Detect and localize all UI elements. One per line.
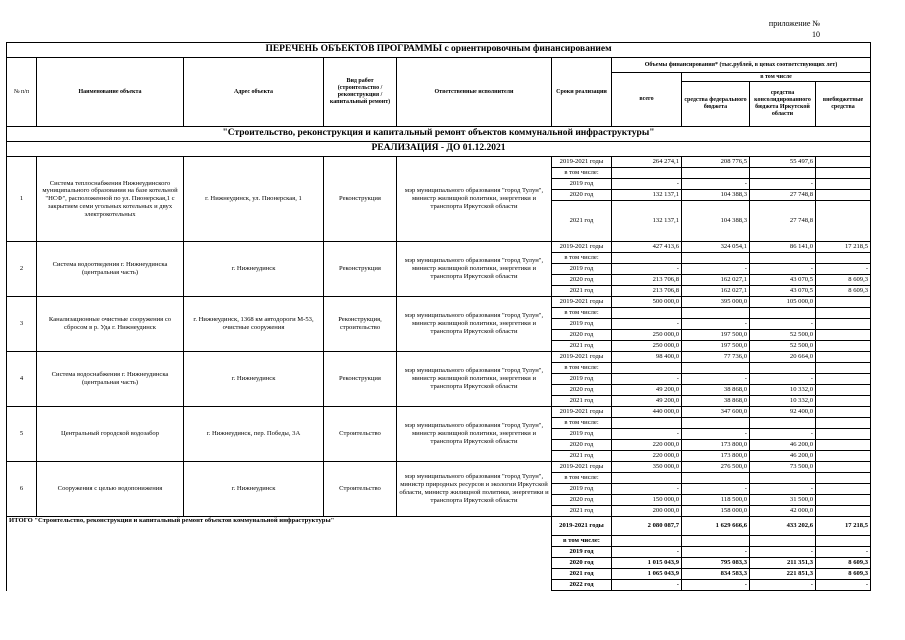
federal-cell: 197 500,0 <box>682 330 750 341</box>
period-cell: в том числе: <box>552 253 612 264</box>
period-cell: 2021 год <box>552 396 612 407</box>
object-name: Система теплоснабжения Нижнеудинского муниципального образования на базе котельной "НСФ", расположенной по ул. Пионерская,1 с закрытием семи угольных котельных и двух электрокотельных <box>37 157 184 242</box>
table-row <box>7 297 871 308</box>
total-cell: 213 706,8 <box>612 286 682 297</box>
period-cell: 2019 год <box>552 264 612 275</box>
total-cell <box>612 418 682 429</box>
federal-cell: 38 868,0 <box>682 396 750 407</box>
regional-cell: - <box>750 580 816 591</box>
regional-cell: - <box>750 179 816 190</box>
object-responsible: мэр муниципального образования "город Тулун", министр жилищной политики, энергетики и транспорта Иркутской области <box>397 407 552 462</box>
regional-cell <box>750 536 816 547</box>
period-cell: в том числе: <box>552 363 612 374</box>
total-cell: 1 065 043,9 <box>612 569 682 580</box>
total-cell: 250 000,0 <box>612 341 682 352</box>
total-cell <box>612 536 682 547</box>
regional-cell: 46 200,0 <box>750 440 816 451</box>
extra-cell <box>816 190 871 201</box>
regional-cell: 42 000,0 <box>750 506 816 517</box>
extra-cell <box>816 418 871 429</box>
extra-cell <box>816 341 871 352</box>
table-row <box>7 462 871 473</box>
total-cell: 500 000,0 <box>612 297 682 308</box>
total-cell: 220 000,0 <box>612 440 682 451</box>
period-cell: в том числе: <box>552 168 612 179</box>
regional-cell: 52 500,0 <box>750 330 816 341</box>
total-cell: 150 000,0 <box>612 495 682 506</box>
period-cell: в том числе: <box>552 473 612 484</box>
col-header-funding: Объемы финансирования* (тыс.рублей, в ценах соответствующих лет) <box>612 58 871 73</box>
extra-cell <box>816 536 871 547</box>
object-num: 6 <box>7 462 37 517</box>
period-cell: в том числе: <box>552 418 612 429</box>
federal-cell <box>682 473 750 484</box>
total-cell: 1 015 043,9 <box>612 558 682 569</box>
total-cell: 427 413,6 <box>612 242 682 253</box>
appendix-note <box>769 18 820 40</box>
extra-cell <box>816 429 871 440</box>
table-row <box>7 157 871 168</box>
object-name: Система водоотведения г. Нижнеудинска (центральная часть) <box>37 242 184 297</box>
object-address: г. Нижнеудинск, пер. Победы, 3А <box>184 407 324 462</box>
col-header-num: № п/п <box>7 58 37 127</box>
period-cell: 2019-2021 годы <box>552 157 612 168</box>
regional-cell: - <box>750 374 816 385</box>
period-cell: 2021 год <box>552 506 612 517</box>
object-name: Сооружения с целью водопонижения <box>37 462 184 517</box>
federal-cell: 162 027,1 <box>682 275 750 286</box>
extra-cell: 8 609,3 <box>816 286 871 297</box>
total-cell <box>612 473 682 484</box>
extra-cell <box>816 407 871 418</box>
object-num: 1 <box>7 157 37 242</box>
federal-cell: - <box>682 264 750 275</box>
col-header-including: в том числе <box>682 73 871 82</box>
appendix-label: приложение № <box>768 19 820 28</box>
period-cell: 2021 год <box>552 341 612 352</box>
object-work: Строительство <box>324 407 397 462</box>
object-responsible: мэр муниципального образования "город Тулун", министр жилищной политики, энергетики и транспорта Иркутской области <box>397 157 552 242</box>
total-cell: 200 000,0 <box>612 506 682 517</box>
extra-cell <box>816 374 871 385</box>
federal-cell: 162 027,1 <box>682 286 750 297</box>
table-title: ПЕРЕЧЕНЬ ОБЪЕКТОВ ПРОГРАММЫ с ориентировочным финансированием <box>7 43 871 58</box>
total-cell: 350 000,0 <box>612 462 682 473</box>
regional-cell: - <box>750 264 816 275</box>
extra-cell <box>816 385 871 396</box>
period-cell: в том числе: <box>552 536 612 547</box>
regional-cell: 86 141,0 <box>750 242 816 253</box>
federal-cell: 324 054,1 <box>682 242 750 253</box>
col-header-period: Сроки реализации <box>552 58 612 127</box>
appendix-number: 10 <box>812 30 820 39</box>
extra-cell: - <box>816 580 871 591</box>
period-cell: 2020 год <box>552 275 612 286</box>
regional-cell: 10 332,0 <box>750 385 816 396</box>
period-cell: 2019-2021 годы <box>552 352 612 363</box>
federal-cell: 38 868,0 <box>682 385 750 396</box>
regional-cell: - <box>750 429 816 440</box>
regional-cell: - <box>750 547 816 558</box>
object-address: г. Нижнеудинск, ул. Пионерская, 1 <box>184 157 324 242</box>
period-cell: 2020 год <box>552 440 612 451</box>
extra-cell: - <box>816 547 871 558</box>
period-cell: 2019 год <box>552 429 612 440</box>
total-cell: - <box>612 484 682 495</box>
regional-cell: 55 497,6 <box>750 157 816 168</box>
object-num: 3 <box>7 297 37 352</box>
object-work: Реконструкция, строительство <box>324 297 397 352</box>
extra-cell <box>816 157 871 168</box>
regional-cell <box>750 473 816 484</box>
extra-cell: 8 609,3 <box>816 569 871 580</box>
federal-cell: 1 629 666,6 <box>682 517 750 536</box>
total-cell: - <box>612 319 682 330</box>
col-header-work: Вид работ (строительство /реконструкция /капитальный ремонт) <box>324 58 397 127</box>
period-cell: 2019 год <box>552 374 612 385</box>
federal-cell: 834 583,3 <box>682 569 750 580</box>
total-cell <box>612 168 682 179</box>
federal-cell: - <box>682 484 750 495</box>
period-cell: 2019 год <box>552 547 612 558</box>
total-cell: 49 200,0 <box>612 396 682 407</box>
period-cell: 2019 год <box>552 484 612 495</box>
total-cell: 2 080 087,7 <box>612 517 682 536</box>
table-row <box>7 242 871 253</box>
col-header-total: всего <box>612 73 682 127</box>
federal-cell: 347 600,0 <box>682 407 750 418</box>
period-cell: 2019-2021 годы <box>552 242 612 253</box>
federal-cell: - <box>682 179 750 190</box>
object-work: Строительство <box>324 462 397 517</box>
object-address: г. Нижнеудинск <box>184 462 324 517</box>
col-header-address: Адрес объекта <box>184 58 324 127</box>
section-title: "Строительство, реконструкция и капитальный ремонт объектов коммунальной инфраструктуры" <box>7 127 871 142</box>
object-responsible: мэр муниципального образования "город Тулун", министр жилищной политики, энергетики и транспорта Иркутской области <box>397 242 552 297</box>
extra-cell <box>816 352 871 363</box>
extra-cell <box>816 495 871 506</box>
period-cell: 2020 год <box>552 385 612 396</box>
period-cell: 2022 год <box>552 580 612 591</box>
federal-cell: 795 083,3 <box>682 558 750 569</box>
table-row <box>7 352 871 363</box>
regional-cell <box>750 363 816 374</box>
total-cell: 132 137,1 <box>612 201 682 242</box>
total-cell: 213 706,8 <box>612 275 682 286</box>
regional-cell: 46 200,0 <box>750 451 816 462</box>
regional-cell: 20 664,0 <box>750 352 816 363</box>
federal-cell: - <box>682 580 750 591</box>
extra-cell <box>816 484 871 495</box>
object-responsible: мэр муниципального образования "город Тулун", министр природных ресурсов и экологии Иркутской области, министр жилищной политики, энергетики и транспорта Иркутской области <box>397 462 552 517</box>
col-header-federal: средства федерального бюджета <box>682 82 750 127</box>
total-cell <box>612 363 682 374</box>
federal-cell: 104 388,3 <box>682 190 750 201</box>
extra-cell <box>816 330 871 341</box>
federal-cell: 276 500,0 <box>682 462 750 473</box>
period-cell: 2021 год <box>552 451 612 462</box>
extra-cell: 17 218,5 <box>816 242 871 253</box>
extra-cell <box>816 363 871 374</box>
total-cell: 49 200,0 <box>612 385 682 396</box>
col-header-resp: Ответственные исполнители <box>397 58 552 127</box>
total-cell: 98 400,0 <box>612 352 682 363</box>
total-cell <box>612 253 682 264</box>
total-cell <box>612 308 682 319</box>
period-cell: 2019 год <box>552 319 612 330</box>
federal-cell: 395 000,0 <box>682 297 750 308</box>
extra-cell <box>816 396 871 407</box>
object-name: Канализационные очистные сооружения со сбросом в р. Уда г. Нижнеудинск <box>37 297 184 352</box>
object-responsible: мэр муниципального образования "город Тулун", министр жилищной политики, энергетики и транспорта Иркутской области <box>397 297 552 352</box>
object-name: Центральный городской водозабор <box>37 407 184 462</box>
period-cell: 2021 год <box>552 201 612 242</box>
total-cell: 264 274,1 <box>612 157 682 168</box>
period-cell: 2019-2021 годы <box>552 297 612 308</box>
extra-cell: 8 609,3 <box>816 275 871 286</box>
extra-cell <box>816 473 871 484</box>
federal-cell <box>682 536 750 547</box>
object-address: г. Нижнеудинск, 1368 км автодороги М-53, очистные сооружения <box>184 297 324 352</box>
regional-cell: 92 400,0 <box>750 407 816 418</box>
federal-cell <box>682 308 750 319</box>
total-row <box>7 517 871 536</box>
total-cell: 440 000,0 <box>612 407 682 418</box>
regional-cell: 27 748,8 <box>750 190 816 201</box>
object-address: г. Нижнеудинск <box>184 352 324 407</box>
period-cell: 2021 год <box>552 569 612 580</box>
object-responsible: мэр муниципального образования "город Тулун", министр жилищной политики, энергетики и транспорта Иркутской области <box>397 352 552 407</box>
period-cell: 2020 год <box>552 330 612 341</box>
extra-cell <box>816 506 871 517</box>
period-cell: 2019-2021 годы <box>552 462 612 473</box>
federal-cell: 173 800,0 <box>682 440 750 451</box>
total-cell: - <box>612 429 682 440</box>
total-cell: - <box>612 264 682 275</box>
federal-cell: - <box>682 319 750 330</box>
regional-cell: - <box>750 319 816 330</box>
regional-cell: 43 070,5 <box>750 275 816 286</box>
regional-cell <box>750 418 816 429</box>
regional-cell: 105 000,0 <box>750 297 816 308</box>
extra-cell: 17 218,5 <box>816 517 871 536</box>
extra-cell <box>816 319 871 330</box>
federal-cell: - <box>682 547 750 558</box>
total-cell: 132 137,1 <box>612 190 682 201</box>
regional-cell: 52 500,0 <box>750 341 816 352</box>
total-label: ИТОГО "Строительство, реконструкция и капитальный ремонт объектов коммунальной инфраструктуры" <box>7 517 552 591</box>
extra-cell: 8 609,3 <box>816 558 871 569</box>
period-cell: 2021 год <box>552 286 612 297</box>
extra-cell <box>816 297 871 308</box>
total-cell: - <box>612 179 682 190</box>
federal-cell: 208 776,5 <box>682 157 750 168</box>
regional-cell: 27 748,8 <box>750 201 816 242</box>
object-name: Система водоснабжения г. Нижнеудинска (центральная часть) <box>37 352 184 407</box>
federal-cell <box>682 363 750 374</box>
total-cell: 250 000,0 <box>612 330 682 341</box>
extra-cell <box>816 462 871 473</box>
object-num: 4 <box>7 352 37 407</box>
period-cell: 2020 год <box>552 190 612 201</box>
period-cell: 2020 год <box>552 495 612 506</box>
regional-cell: 221 851,3 <box>750 569 816 580</box>
object-address: г. Нижнеудинск <box>184 242 324 297</box>
regional-cell <box>750 168 816 179</box>
federal-cell: 104 388,3 <box>682 201 750 242</box>
object-work: Реконструкция <box>324 352 397 407</box>
federal-cell: 158 000,0 <box>682 506 750 517</box>
subsection-title: РЕАЛИЗАЦИЯ - ДО 01.12.2021 <box>7 142 871 157</box>
object-num: 5 <box>7 407 37 462</box>
total-cell: - <box>612 374 682 385</box>
object-num: 2 <box>7 242 37 297</box>
period-cell: 2019-2021 годы <box>552 407 612 418</box>
col-header-extra: внебюджетные средства <box>816 82 871 127</box>
period-cell: 2020 год <box>552 558 612 569</box>
col-header-regional: средства консолидированного бюджета Иркутской области <box>750 82 816 127</box>
extra-cell <box>816 201 871 242</box>
object-work: Реконструкция <box>324 242 397 297</box>
federal-cell: 197 500,0 <box>682 341 750 352</box>
total-cell: - <box>612 547 682 558</box>
federal-cell: 173 800,0 <box>682 451 750 462</box>
regional-cell: 43 070,5 <box>750 286 816 297</box>
federal-cell: 118 500,0 <box>682 495 750 506</box>
col-header-name: Наименование объекта <box>37 58 184 127</box>
regional-cell: 73 500,0 <box>750 462 816 473</box>
extra-cell: - <box>816 264 871 275</box>
program-objects-table <box>6 42 871 591</box>
table-row <box>7 407 871 418</box>
extra-cell <box>816 179 871 190</box>
regional-cell <box>750 308 816 319</box>
regional-cell: 31 500,0 <box>750 495 816 506</box>
regional-cell: 211 351,3 <box>750 558 816 569</box>
federal-cell: - <box>682 374 750 385</box>
total-cell: - <box>612 580 682 591</box>
regional-cell: - <box>750 484 816 495</box>
regional-cell: 10 332,0 <box>750 396 816 407</box>
regional-cell: 433 202,6 <box>750 517 816 536</box>
federal-cell <box>682 168 750 179</box>
extra-cell <box>816 253 871 264</box>
period-cell: 2019 год <box>552 179 612 190</box>
extra-cell <box>816 440 871 451</box>
extra-cell <box>816 308 871 319</box>
total-cell: 220 000,0 <box>612 451 682 462</box>
federal-cell: 77 736,0 <box>682 352 750 363</box>
object-work: Реконструкция <box>324 157 397 242</box>
period-cell: в том числе: <box>552 308 612 319</box>
federal-cell: - <box>682 429 750 440</box>
extra-cell <box>816 451 871 462</box>
federal-cell <box>682 253 750 264</box>
extra-cell <box>816 168 871 179</box>
period-cell: 2019-2021 годы <box>552 517 612 536</box>
regional-cell <box>750 253 816 264</box>
federal-cell <box>682 418 750 429</box>
